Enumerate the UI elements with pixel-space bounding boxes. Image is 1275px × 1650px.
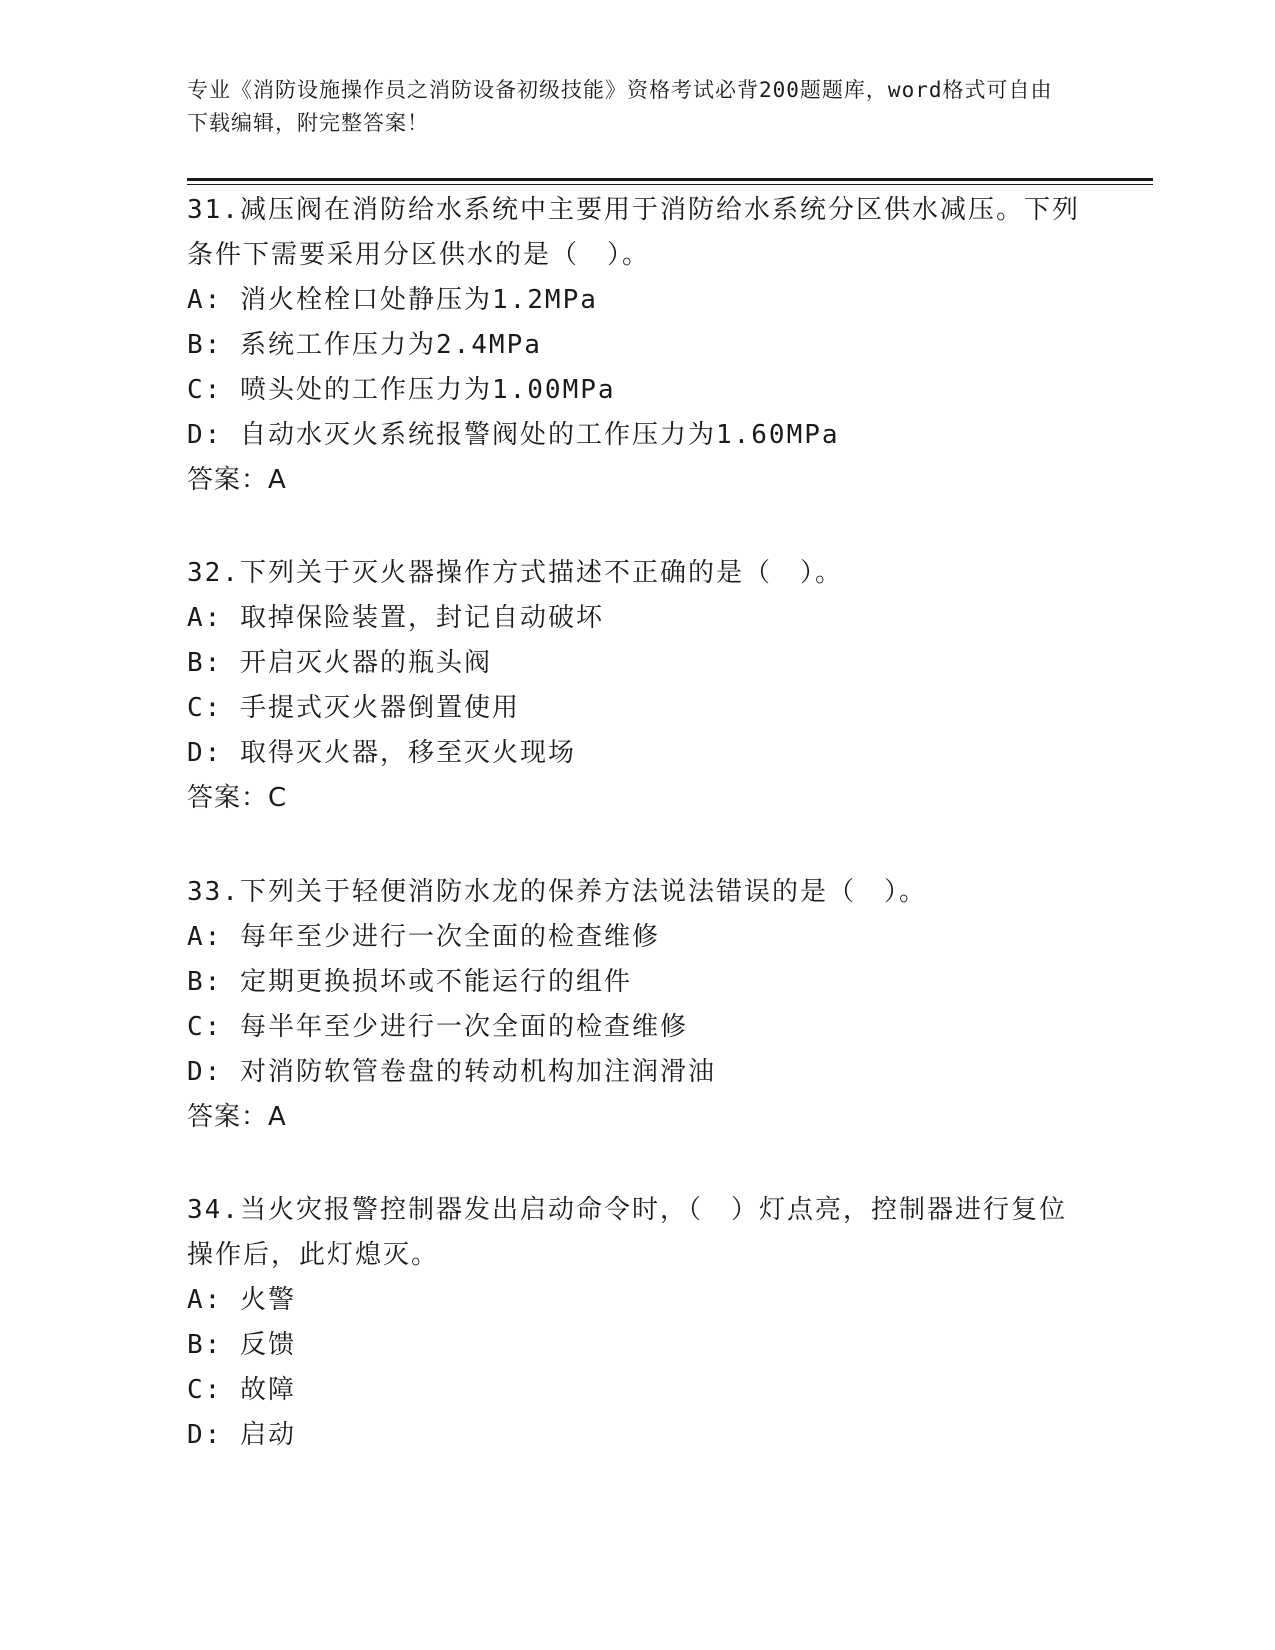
document-header: 专业《消防设施操作员之消防设备初级技能》资格考试必背200题题库，word格式可自由下载编辑，附完整答案！ bbox=[187, 78, 1053, 135]
question-31 bbox=[187, 188, 1087, 503]
header-divider-thin bbox=[187, 184, 1153, 185]
answer-line: 答案：A bbox=[187, 1102, 287, 1132]
question-33 bbox=[187, 870, 1087, 1140]
header-divider-thick bbox=[187, 178, 1153, 181]
question-stem: 33.下列关于轻便消防水龙的保养方法说法错误的是（ ）。 bbox=[187, 877, 927, 907]
option-c: C: 每半年至少进行一次全面的检查维修 bbox=[187, 1012, 688, 1042]
option-d: D: 对消防软管卷盘的转动机构加注润滑油 bbox=[187, 1057, 716, 1087]
question-stem: 34.当火灾报警控制器发出启动命令时，（ ）灯点亮，控制器进行复位操作后，此灯熄灭。 bbox=[187, 1195, 1067, 1270]
option-a: A: 取掉保险装置，封记自动破坏 bbox=[187, 603, 604, 633]
option-a: A: 火警 bbox=[187, 1285, 296, 1315]
option-d: D: 自动水灭火系统报警阀处的工作压力为1.60MPa bbox=[187, 420, 840, 450]
question-34 bbox=[187, 1188, 1087, 1458]
question-stem: 31.减压阀在消防给水系统中主要用于消防给水系统分区供水减压。下列条件下需要采用分区供水的是（ ）。 bbox=[187, 195, 1080, 270]
option-d: D: 取得灭火器，移至灭火现场 bbox=[187, 738, 576, 768]
answer-line: 答案：A bbox=[187, 465, 287, 495]
option-b: B: 反馈 bbox=[187, 1330, 296, 1360]
option-c: C: 故障 bbox=[187, 1375, 296, 1405]
option-d: D: 启动 bbox=[187, 1420, 296, 1450]
option-a: A: 每年至少进行一次全面的检查维修 bbox=[187, 922, 660, 952]
option-c: C: 喷头处的工作压力为1.00MPa bbox=[187, 375, 616, 405]
option-b: B: 开启灭火器的瓶头阀 bbox=[187, 648, 492, 678]
option-b: B: 定期更换损坏或不能运行的组件 bbox=[187, 967, 632, 997]
answer-line: 答案：C bbox=[187, 783, 288, 813]
option-c: C: 手提式灭火器倒置使用 bbox=[187, 693, 520, 723]
question-stem: 32.下列关于灭火器操作方式描述不正确的是（ ）。 bbox=[187, 558, 843, 588]
question-32 bbox=[187, 551, 1087, 821]
option-b: B: 系统工作压力为2.4MPa bbox=[187, 330, 542, 360]
option-a: A: 消火栓栓口处静压为1.2MPa bbox=[187, 285, 598, 315]
